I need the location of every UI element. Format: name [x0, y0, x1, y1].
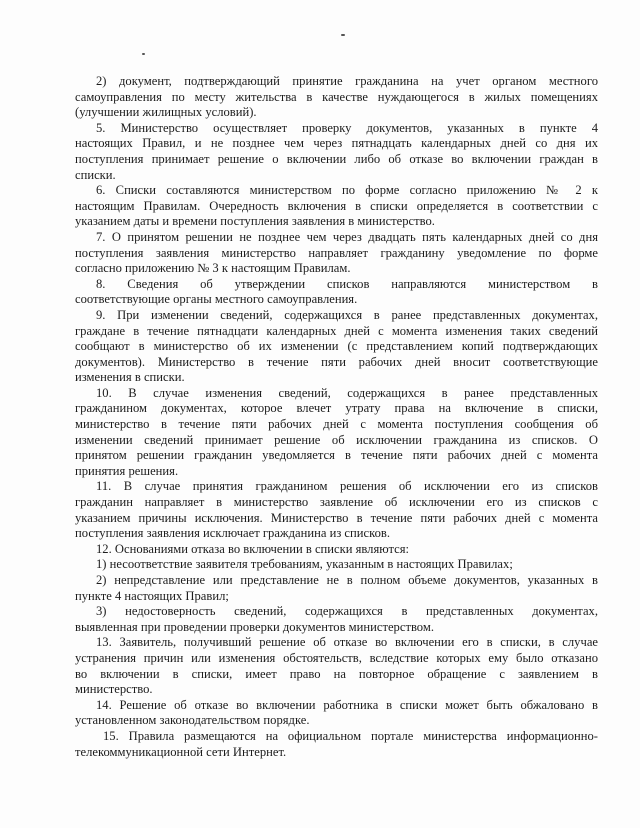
- paragraph-line: принятом решении гражданин уведомляется в течение пяти рабочих дней с момента: [75, 448, 598, 463]
- paragraph-line: гражданин направляет в министерство заявление об исключении его из списков с: [75, 495, 598, 510]
- paragraph-line: документов). Министерство в течение пяти рабочих дней вносит соответствующие: [75, 354, 598, 369]
- paragraph-line: 3) недостоверность сведений, содержащихся в представленных документах,: [96, 604, 598, 619]
- paragraph-line: поступления заявления министерство направляет гражданину уведомление по форме: [75, 245, 598, 260]
- paragraph-line: 14. Решение об отказе во включении работника в списки может быть обжаловано в: [96, 697, 598, 712]
- paragraph-line: принятия решения.: [75, 463, 179, 478]
- paragraph-line: 9. При изменении сведений, содержащихся в ранее представленных документах,: [96, 307, 598, 322]
- paragraph-p-7: [75, 229, 598, 277]
- paragraph-line: пункте 4 настоящих Правил;: [75, 588, 229, 603]
- scan-speck: [142, 53, 145, 55]
- paragraph-line: самоуправления по месту жительства в качестве нуждающегося в жилых помещениях: [75, 89, 598, 104]
- paragraph-p-item-2: [75, 74, 598, 121]
- paragraph-line: поступления принимает решение о включении либо об отказе во включении граждан в: [75, 151, 598, 166]
- paragraph-p-15: [75, 728, 598, 760]
- paragraph-line: 8. Сведения об утверждении списков направляются министерством в: [96, 276, 598, 291]
- paragraph-line: министерство.: [75, 682, 153, 697]
- paragraph-line: 13. Заявитель, получивший решение об отказе во включении его в списки, в случае: [96, 635, 598, 650]
- paragraph-line: выявленная при проведении проверки документов министерством.: [75, 619, 434, 634]
- paragraph-p-9: [75, 307, 598, 386]
- paragraph-line: 15. Правила размещаются на официальном портале министерства информационно-: [103, 728, 598, 743]
- paragraph-line: 5. Министерство осуществляет проверку документов, указанных в пункте 4: [96, 120, 598, 135]
- paragraph-line: министерство в течение пяти рабочих дней с момента поступления сообщения об: [75, 417, 598, 432]
- paragraph-p-6: [75, 183, 598, 230]
- paragraph-line: установленном законодательством порядке.: [75, 713, 310, 728]
- paragraph-line: 10. В случае изменения сведений, содержащихся в ранее представленных: [96, 385, 598, 400]
- paragraph-line: списки.: [75, 167, 116, 182]
- paragraph-line: во включении в списки, имеет право на повторное обращение с заявлением в: [75, 666, 598, 681]
- paragraph-line: соответствующие органы местного самоуправления.: [75, 292, 358, 307]
- paragraph-line: гражданином документах, которое влечет утрату права на включение в списки,: [75, 401, 598, 416]
- paragraph-p-12-2: [75, 573, 598, 604]
- paragraph-line: 12. Основаниями отказа во включении в списки являются:: [96, 541, 410, 556]
- paragraph-line: 6. Списки составляются министерством по форме согласно приложению № 2 к: [96, 183, 598, 198]
- paragraph-line: устранения причин или изменения обстоятельств, вследствие которых ему было отказано: [75, 650, 598, 665]
- paragraph-line: 2) документ, подтверждающий принятие гражданина на учет органом местного: [96, 74, 598, 88]
- paragraph-line: (улучшении жилищных условий).: [75, 105, 257, 120]
- paragraph-line: указанием причины исключения. Министерство в течение пяти рабочих дней с момента: [75, 510, 598, 525]
- paragraph-line: 1) несоответствие заявителя требованиям, указанным в настоящих Правилах;: [96, 557, 513, 572]
- paragraph-p-14: [75, 697, 598, 729]
- paragraph-line: настоящих Правил, и не позднее чем через пятнадцать календарных дней со дня их: [75, 136, 598, 151]
- paragraph-line: указанием даты и времени поступления заявления в министерство.: [75, 214, 435, 229]
- paragraph-p-12-3: [75, 604, 598, 635]
- paragraph-line: сообщают в министерство об их изменении (с представлением копий подтверждающих: [75, 339, 598, 354]
- paragraph-line: изменении сведений принимает решение об исключении гражданина из списков. О: [75, 432, 598, 447]
- paragraph-line: граждане в течение пятнадцати календарных дней с момента изменения таких сведений: [75, 323, 598, 338]
- paragraph-line: настоящим Правилам. Очередность включения в списки определяется в соответствии с: [75, 198, 598, 213]
- paragraph-p-12: [89, 542, 598, 558]
- paragraph-p-12-1: [89, 557, 598, 573]
- paragraph-line: 2) непредставление или представление не в полном объеме документов, указанных в: [96, 573, 598, 587]
- paragraph-line: телекоммуникационной сети Интернет.: [75, 744, 287, 759]
- paragraph-p-10: [75, 385, 598, 480]
- document-body: [75, 74, 598, 760]
- paragraph-p-5: [75, 120, 598, 183]
- paragraph-p-13: [75, 635, 598, 697]
- paragraph-p-11: [75, 479, 598, 541]
- scan-speck: [341, 34, 345, 36]
- paragraph-line: 11. В случае принятия гражданином решения об исключении его из списков: [96, 479, 598, 494]
- paragraph-line: изменения в списки.: [75, 370, 185, 385]
- paragraph-line: 7. О принятом решении не позднее чем через двадцать пять календарных дней со дня: [96, 229, 598, 244]
- paragraph-line: поступления заявления исключает гражданина из списков.: [75, 526, 390, 541]
- paragraph-line: согласно приложению № 3 к настоящим Правилам.: [75, 261, 351, 276]
- paragraph-p-8: [75, 276, 598, 308]
